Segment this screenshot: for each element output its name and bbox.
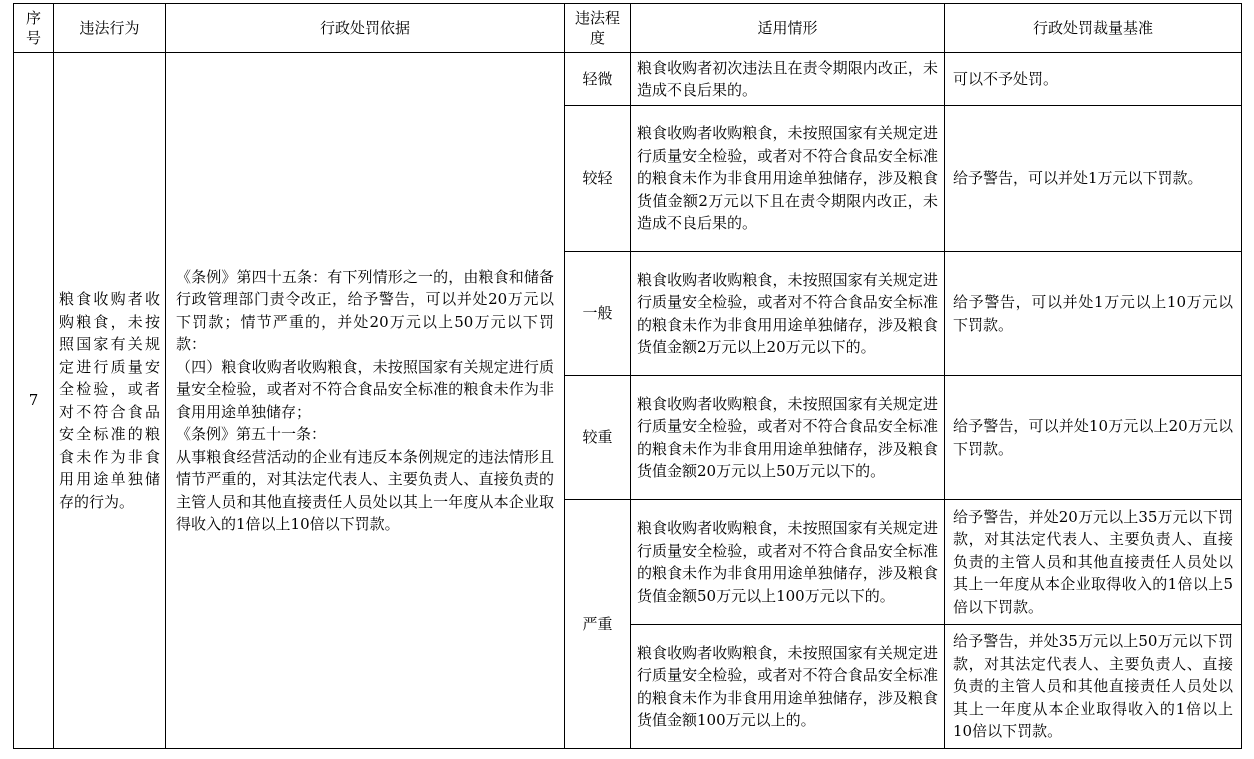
case-cell: 粮食收购者收购粮食，未按照国家有关规定进行质量安全检验，或者对不符合食品安全标准的粮食未作为非食用用途单独储存，涉及粮食货值金额20万元以上50万元以下的。 <box>631 376 945 500</box>
degree-cell: 较重 <box>565 376 631 500</box>
case-cell: 粮食收购者初次违法且在责令期限内改正，未造成不良后果的。 <box>631 53 945 106</box>
header-basis: 行政处罚依据 <box>166 4 565 53</box>
table-row <box>14 53 1242 106</box>
degree-cell: 较轻 <box>565 106 631 252</box>
standard-cell: 给予警告，可以并处10万元以上20万元以下罚款。 <box>945 376 1242 500</box>
header-standard: 行政处罚裁量基准 <box>945 4 1242 53</box>
standard-cell: 给予警告，并处20万元以上35万元以下罚款，对其法定代表人、主要负责人、直接负责的主管人员和其他直接责任人员处以其上一年度从本企业取得收入的1倍以上5倍以下罚款。 <box>945 500 1242 625</box>
standard-cell: 可以不予处罚。 <box>945 53 1242 106</box>
penalty-table <box>13 3 1242 749</box>
degree-cell: 一般 <box>565 252 631 376</box>
row-behavior: 粮食收购者收购粮食，未按照国家有关规定进行质量安全检验，或者对不符合食品安全标准的粮食未作为非食用用途单独储存的行为。 <box>54 53 166 749</box>
basis-line: 从事粮食经营活动的企业有违反本条例规定的违法情形且情节严重的，对其法定代表人、主要负责人、直接负责的主管人员和其他直接责任人员处以其上一年度从本企业取得收入的1倍以上10倍以下罚款。 <box>176 447 554 533</box>
degree-cell: 严重 <box>565 500 631 749</box>
standard-cell: 给予警告，并处35万元以上50万元以下罚款，对其法定代表人、主要负责人、直接负责的主管人员和其他直接责任人员处以其上一年度从本企业取得收入的1倍以上10倍以下罚款。 <box>945 625 1242 749</box>
standard-cell: 给予警告，可以并处1万元以上10万元以下罚款。 <box>945 252 1242 376</box>
standard-cell: 给予警告，可以并处1万元以下罚款。 <box>945 106 1242 252</box>
case-cell: 粮食收购者收购粮食，未按照国家有关规定进行质量安全检验，或者对不符合食品安全标准的粮食未作为非食用用途单独储存，涉及粮食货值金额2万元以下且在责令期限内改正，未造成不良后果的。 <box>631 106 945 252</box>
case-cell: 粮食收购者收购粮食，未按照国家有关规定进行质量安全检验，或者对不符合食品安全标准的粮食未作为非食用用途单独储存，涉及粮食货值金额50万元以上100万元以下的。 <box>631 500 945 625</box>
header-seq: 序号 <box>14 4 54 53</box>
header-case: 适用情形 <box>631 4 945 53</box>
row-basis <box>166 53 565 749</box>
case-cell: 粮食收购者收购粮食，未按照国家有关规定进行质量安全检验，或者对不符合食品安全标准的粮食未作为非食用用途单独储存，涉及粮食货值金额2万元以上20万元以下的。 <box>631 252 945 376</box>
header-behavior: 违法行为 <box>54 4 166 53</box>
basis-line: 《条例》第四十五条：有下列情形之一的，由粮食和储备行政管理部门责令改正，给予警告，可以并处20万元以下罚款；情节严重的，并处20万元以上50万元以下罚款： <box>176 267 554 353</box>
basis-line: （四）粮食收购者收购粮食，未按照国家有关规定进行质量安全检验，或者对不符合食品安全标准的粮食未作为非食用用途单独储存； <box>176 357 554 421</box>
header-degree: 违法程度 <box>565 4 631 53</box>
row-seq: 7 <box>14 53 54 749</box>
header-row <box>14 4 1242 53</box>
case-cell: 粮食收购者收购粮食，未按照国家有关规定进行质量安全检验，或者对不符合食品安全标准的粮食未作为非食用用途单独储存，涉及粮食货值金额100万元以上的。 <box>631 625 945 749</box>
degree-cell: 轻微 <box>565 53 631 106</box>
basis-line: 《条例》第五十一条： <box>176 425 327 443</box>
